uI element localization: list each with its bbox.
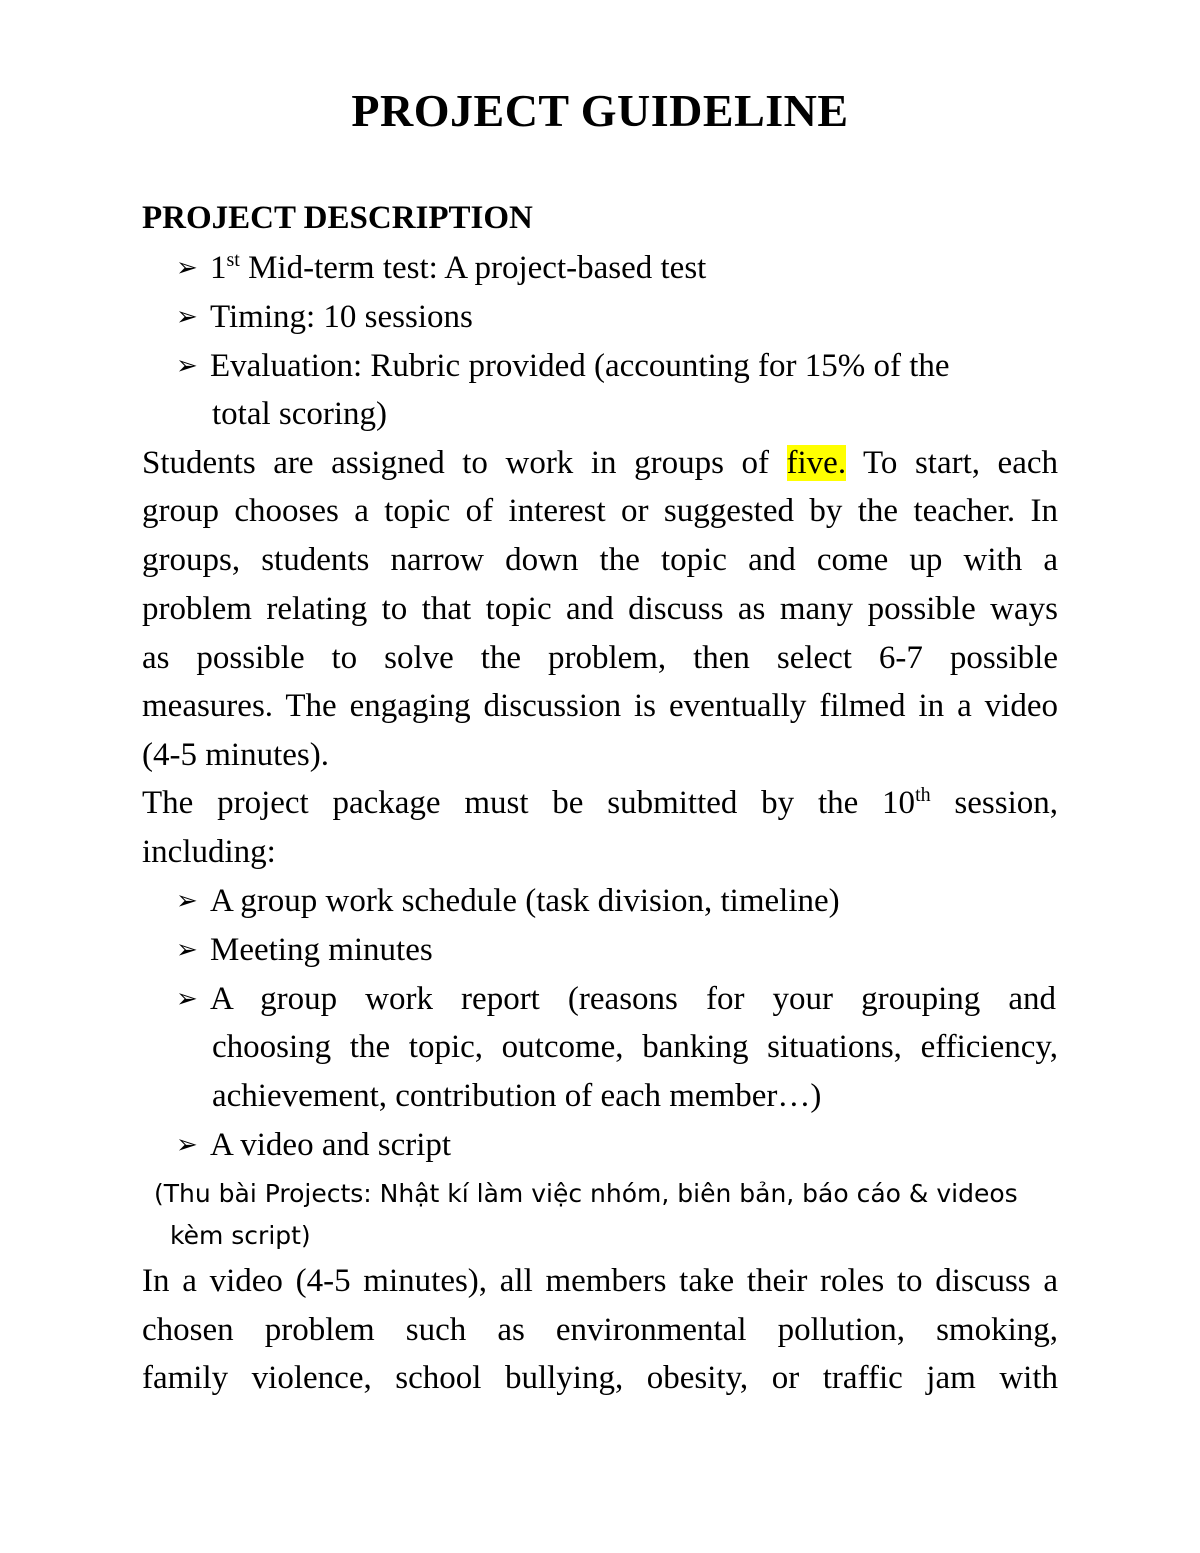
- paragraph-line: as possible to solve the problem, then select 6-7 possible: [142, 640, 1058, 676]
- arrowhead-bullet-icon: ➢: [176, 253, 198, 283]
- paragraph-line: measures. The engaging discussion is eventually filmed in a video: [142, 688, 1058, 724]
- note-line: kèm script): [170, 1221, 311, 1250]
- paragraph-line: problem relating to that topic and discuss as many possible ways: [142, 591, 1058, 627]
- arrowhead-bullet-icon: ➢: [176, 984, 198, 1014]
- paragraph-line: family violence, school bullying, obesity, or traffic jam with: [142, 1360, 1058, 1396]
- paragraph-line: chosen problem such as environmental pollution, smoking,: [142, 1312, 1058, 1348]
- section-heading: PROJECT DESCRIPTION: [142, 200, 533, 236]
- bullet-report-continuation: achievement, contribution of each member…): [212, 1078, 822, 1114]
- paragraph-line: group chooses a topic of interest or suggested by the teacher. In: [142, 493, 1058, 529]
- arrowhead-bullet-icon: ➢: [176, 886, 198, 916]
- arrowhead-bullet-icon: ➢: [176, 1130, 198, 1160]
- document-title: PROJECT GUIDELINE: [351, 85, 849, 136]
- arrowhead-bullet-icon: ➢: [176, 351, 198, 381]
- paragraph-line: (4-5 minutes).: [142, 737, 329, 773]
- paragraph-line: including:: [142, 834, 276, 870]
- paragraph-line: The project package must be submitted by the 10th session,: [142, 784, 1058, 821]
- bullet-schedule: ➢ A group work schedule (task division, timeline): [176, 879, 1058, 923]
- paragraph-line: In a video (4-5 minutes), all members take their roles to discuss a: [142, 1263, 1058, 1299]
- arrowhead-bullet-icon: ➢: [176, 935, 198, 965]
- bullet-report: ➢ A group work report (reasons for your grouping and: [176, 977, 1058, 1021]
- bullet-midterm: ➢ 1st Mid-term test: A project-based test: [176, 246, 1058, 290]
- highlighted-text: five.: [786, 445, 847, 481]
- bullet-minutes: ➢ Meeting minutes: [176, 928, 1058, 972]
- bullet-evaluation-continuation: total scoring): [212, 396, 388, 432]
- bullet-report-continuation: choosing the topic, outcome, banking situations, efficiency,: [212, 1029, 1058, 1065]
- paragraph-line: Students are assigned to work in groups of five. To start, each: [142, 445, 1058, 481]
- arrowhead-bullet-icon: ➢: [176, 302, 198, 332]
- bullet-timing: ➢ Timing: 10 sessions: [176, 295, 1058, 339]
- note-line: (Thu bài Projects: Nhật kí làm việc nhóm, biên bản, báo cáo & videos: [154, 1179, 1018, 1208]
- bullet-evaluation: ➢ Evaluation: Rubric provided (accounting for 15% of the: [176, 344, 1058, 388]
- paragraph-line: groups, students narrow down the topic and come up with a: [142, 542, 1058, 578]
- bullet-video: ➢ A video and script: [176, 1123, 1058, 1167]
